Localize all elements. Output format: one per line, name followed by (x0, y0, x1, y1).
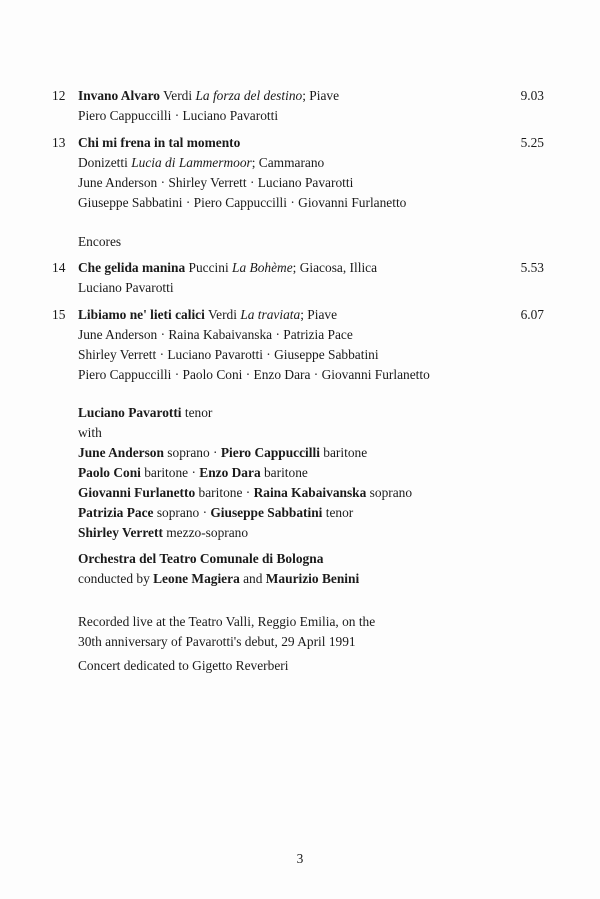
dedication: Concert dedicated to Gigetto Reverberi (78, 658, 289, 673)
separator: · (188, 465, 200, 480)
artist-role: mezzo-soprano (162, 525, 249, 540)
performers-line: Piero Cappuccilli · Paolo Coni · Enzo Dara · Giovanni Furlanetto (78, 367, 430, 382)
orchestra-name: Orchestra del Teatro Comunale di Bologna (78, 551, 324, 566)
performers-line: Giuseppe Sabbatini · Piero Cappuccilli · Giovanni Furlanetto (78, 195, 407, 210)
artist-role: baritone (195, 485, 243, 500)
performers-line: June Anderson · Shirley Verrett · Luciano Pavarotti (78, 175, 354, 190)
composer: Verdi (207, 307, 237, 322)
artist-name: Patrizia Pace (78, 505, 154, 520)
performers-line: Piero Cappuccilli · Luciano Pavarotti (78, 108, 279, 123)
artist-role: soprano (366, 485, 413, 500)
artist-name: June Anderson (78, 445, 164, 460)
artist-name: Giuseppe Sabbatini (210, 505, 323, 520)
track-duration: 6.07 (520, 307, 544, 322)
librettist: ; Piave (300, 307, 338, 322)
track-duration: 5.25 (520, 135, 544, 150)
track-title: Chi mi frena in tal momento (78, 135, 241, 150)
conductor-name: Maurizio Benini (265, 571, 360, 586)
performers-line: Luciano Pavarotti (78, 280, 174, 295)
composer: Verdi (163, 88, 193, 103)
composer: Puccini (188, 260, 229, 275)
opera-title: La Bohème (232, 260, 293, 275)
track-title: Invano Alvaro (78, 88, 160, 103)
artist-role: soprano (153, 505, 200, 520)
track-number: 13 (52, 135, 66, 150)
with-label: with (78, 425, 102, 440)
track-number: 12 (52, 88, 66, 103)
lead-artist: Luciano Pavarotti (78, 405, 182, 420)
track-duration: 9.03 (520, 88, 544, 103)
opera-title: Lucia di Lammermoor (131, 155, 252, 170)
composer: Donizetti (78, 155, 128, 170)
artist-role: baritone (260, 465, 308, 480)
and-label: and (239, 571, 266, 586)
orchestra-credits (78, 549, 538, 589)
encores-heading: Encores (78, 234, 122, 249)
artist-role: tenor (322, 505, 354, 520)
separator: · (242, 485, 254, 500)
performers-line: June Anderson · Raina Kabaivanska · Patrizia Pace (78, 327, 353, 342)
recording-line: 30th anniversary of Pavarotti's debut, 29 April 1991 (78, 634, 356, 649)
opera-title: La traviata (240, 307, 301, 322)
track-duration: 5.53 (520, 260, 544, 275)
artist-name: Shirley Verrett (78, 525, 163, 540)
artist-name: Piero Cappuccilli (220, 445, 320, 460)
artist-name: Enzo Dara (199, 465, 261, 480)
page-number: 3 (296, 851, 304, 866)
artist-name: Raina Kabaivanska (253, 485, 367, 500)
artist-role: baritone (319, 445, 368, 460)
conducted-by-label: conducted by (78, 571, 154, 586)
track-title: Che gelida manina (78, 260, 186, 275)
conductor-name: Leone Magiera (153, 571, 240, 586)
opera-title: La forza del destino (195, 88, 303, 103)
track-number: 14 (52, 260, 66, 275)
separator: · (199, 505, 211, 520)
artist-role: baritone (140, 465, 189, 480)
credits (78, 403, 538, 543)
librettist: ; Giacosa, Illica (292, 260, 378, 275)
lead-role: tenor (181, 405, 213, 420)
artist-name: Paolo Coni (78, 465, 141, 480)
librettist: ; Cammarano (251, 155, 325, 170)
recording-line: Recorded live at the Teatro Valli, Reggio Emilia, on the (78, 614, 376, 629)
performers-line: Shirley Verrett · Luciano Pavarotti · Giuseppe Sabbatini (78, 347, 379, 362)
librettist: ; Piave (302, 88, 340, 103)
artist-role: soprano (163, 445, 210, 460)
artist-name: Giovanni Furlanetto (78, 485, 196, 500)
recording-note (78, 612, 538, 652)
separator: · (209, 445, 221, 460)
track-title: Libiamo ne' lieti calici (78, 307, 205, 322)
track-number: 15 (52, 307, 66, 322)
